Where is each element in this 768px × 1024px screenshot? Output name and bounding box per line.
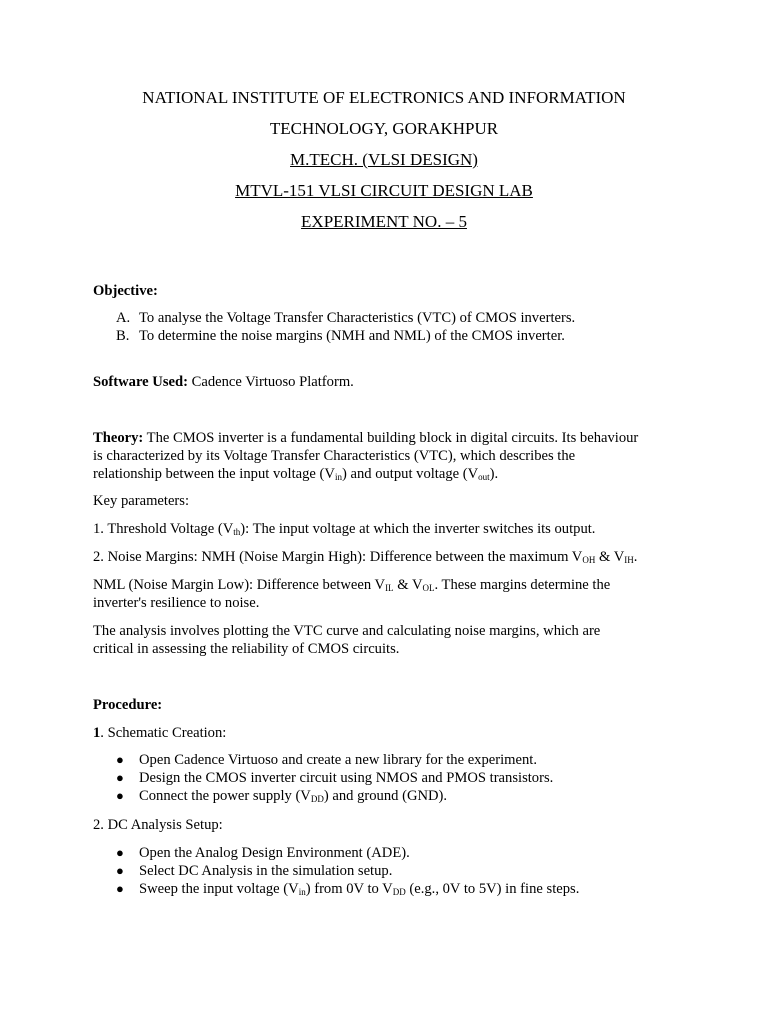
step-number: 1	[93, 725, 101, 741]
theory-text: The CMOS inverter is a fundamental building block in digital circuits. Its behaviour	[143, 430, 639, 446]
list-item	[116, 787, 676, 805]
list-item	[116, 862, 676, 880]
objective-item-a	[116, 309, 676, 327]
bullet-text: ) from 0V to V	[305, 881, 393, 897]
param-text: 2. Noise Margins: NMH (Noise Margin High): Difference between the maximum V	[93, 549, 583, 565]
subscript: OH	[582, 555, 596, 565]
bullet-text: Select DC Analysis in the simulation setup.	[139, 863, 393, 879]
param-text: 1. Threshold Voltage (V	[93, 521, 234, 537]
theory-text: ) and output voltage (V	[341, 466, 479, 482]
subscript: th	[233, 527, 241, 537]
key-parameters-label: Key parameters:	[93, 493, 190, 509]
institute-name-line1: NATIONAL INSTITUTE OF ELECTRONICS AND INFORMATION	[142, 88, 626, 107]
param-text: . These margins determine the	[434, 577, 611, 593]
list-item	[116, 844, 676, 862]
list-item	[116, 880, 676, 898]
objective-text: To determine the noise margins (NMH and NML) of the CMOS inverter.	[139, 328, 565, 344]
procedure-step1	[93, 724, 683, 742]
objective-marker: A.	[116, 310, 131, 326]
software-label: Software Used:	[93, 374, 188, 390]
bullet-text: Open the Analog Design Environment (ADE).	[139, 845, 410, 861]
program-title: M.TECH. (VLSI DESIGN)	[290, 150, 478, 169]
param-threshold-voltage	[93, 520, 683, 538]
course-title: MTVL-151 VLSI CIRCUIT DESIGN LAB	[235, 181, 533, 200]
software-used	[93, 373, 683, 391]
bullet-icon: ●	[116, 863, 124, 878]
subscript: DD	[310, 794, 324, 804]
bullet-text: Connect the power supply (V	[139, 788, 311, 804]
subscript: in	[298, 887, 306, 897]
subscript: in	[334, 472, 342, 482]
list-item	[116, 769, 676, 787]
bullet-text: ) and ground (GND).	[323, 788, 448, 804]
param-text: .	[633, 549, 638, 565]
param-noise-margin-high	[93, 548, 683, 566]
software-value: Cadence Virtuoso Platform.	[187, 374, 354, 390]
analysis-line2: critical in assessing the reliability of CMOS circuits.	[93, 641, 400, 657]
bullet-text: Open Cadence Virtuoso and create a new library for the experiment.	[139, 752, 537, 768]
param-text: & V	[393, 577, 423, 593]
theory-line2: is characterized by its Voltage Transfer Characteristics (VTC), which describes the	[93, 448, 576, 464]
subscript: OL	[422, 583, 435, 593]
param-text: NML (Noise Margin Low): Difference between V	[93, 577, 386, 593]
analysis-line1: The analysis involves plotting the VTC curve and calculating noise margins, which are	[93, 623, 601, 639]
list-item	[116, 751, 676, 769]
param-text: & V	[595, 549, 625, 565]
param-text: ): The input voltage at which the inverter switches its output.	[240, 521, 596, 537]
theory-text: ).	[489, 466, 499, 482]
bullet-text: (e.g., 0V to 5V) in fine steps.	[405, 881, 580, 897]
bullet-icon: ●	[116, 752, 124, 767]
objective-text: To analyse the Voltage Transfer Characteristics (VTC) of CMOS inverters.	[139, 310, 576, 326]
subscript: out	[478, 472, 490, 482]
theory-line1	[93, 429, 683, 447]
subscript: DD	[392, 887, 406, 897]
bullet-icon: ●	[116, 788, 124, 803]
bullet-icon: ●	[116, 845, 124, 860]
objective-item-b	[116, 327, 676, 345]
objective-marker: B.	[116, 328, 130, 344]
subscript: IL	[385, 583, 394, 593]
bullet-icon: ●	[116, 770, 124, 785]
theory-label: Theory:	[93, 430, 144, 446]
param-noise-margin-low	[93, 576, 683, 594]
param-noise-margin-low-line2: inverter's resilience to noise.	[93, 595, 260, 611]
procedure-heading: Procedure:	[93, 697, 163, 713]
procedure-step2: 2. DC Analysis Setup:	[93, 817, 223, 833]
objective-heading: Objective:	[93, 283, 158, 299]
bullet-icon: ●	[116, 881, 124, 896]
bullet-text: Sweep the input voltage (V	[139, 881, 299, 897]
bullet-text: Design the CMOS inverter circuit using NMOS and PMOS transistors.	[139, 770, 554, 786]
institute-name-line2: TECHNOLOGY, GORAKHPUR	[269, 119, 499, 138]
step-text: . Schematic Creation:	[100, 725, 227, 741]
theory-text: relationship between the input voltage (V	[93, 466, 335, 482]
experiment-title: EXPERIMENT NO. – 5	[301, 212, 467, 231]
subscript: IH	[624, 555, 634, 565]
theory-line3	[93, 465, 683, 483]
